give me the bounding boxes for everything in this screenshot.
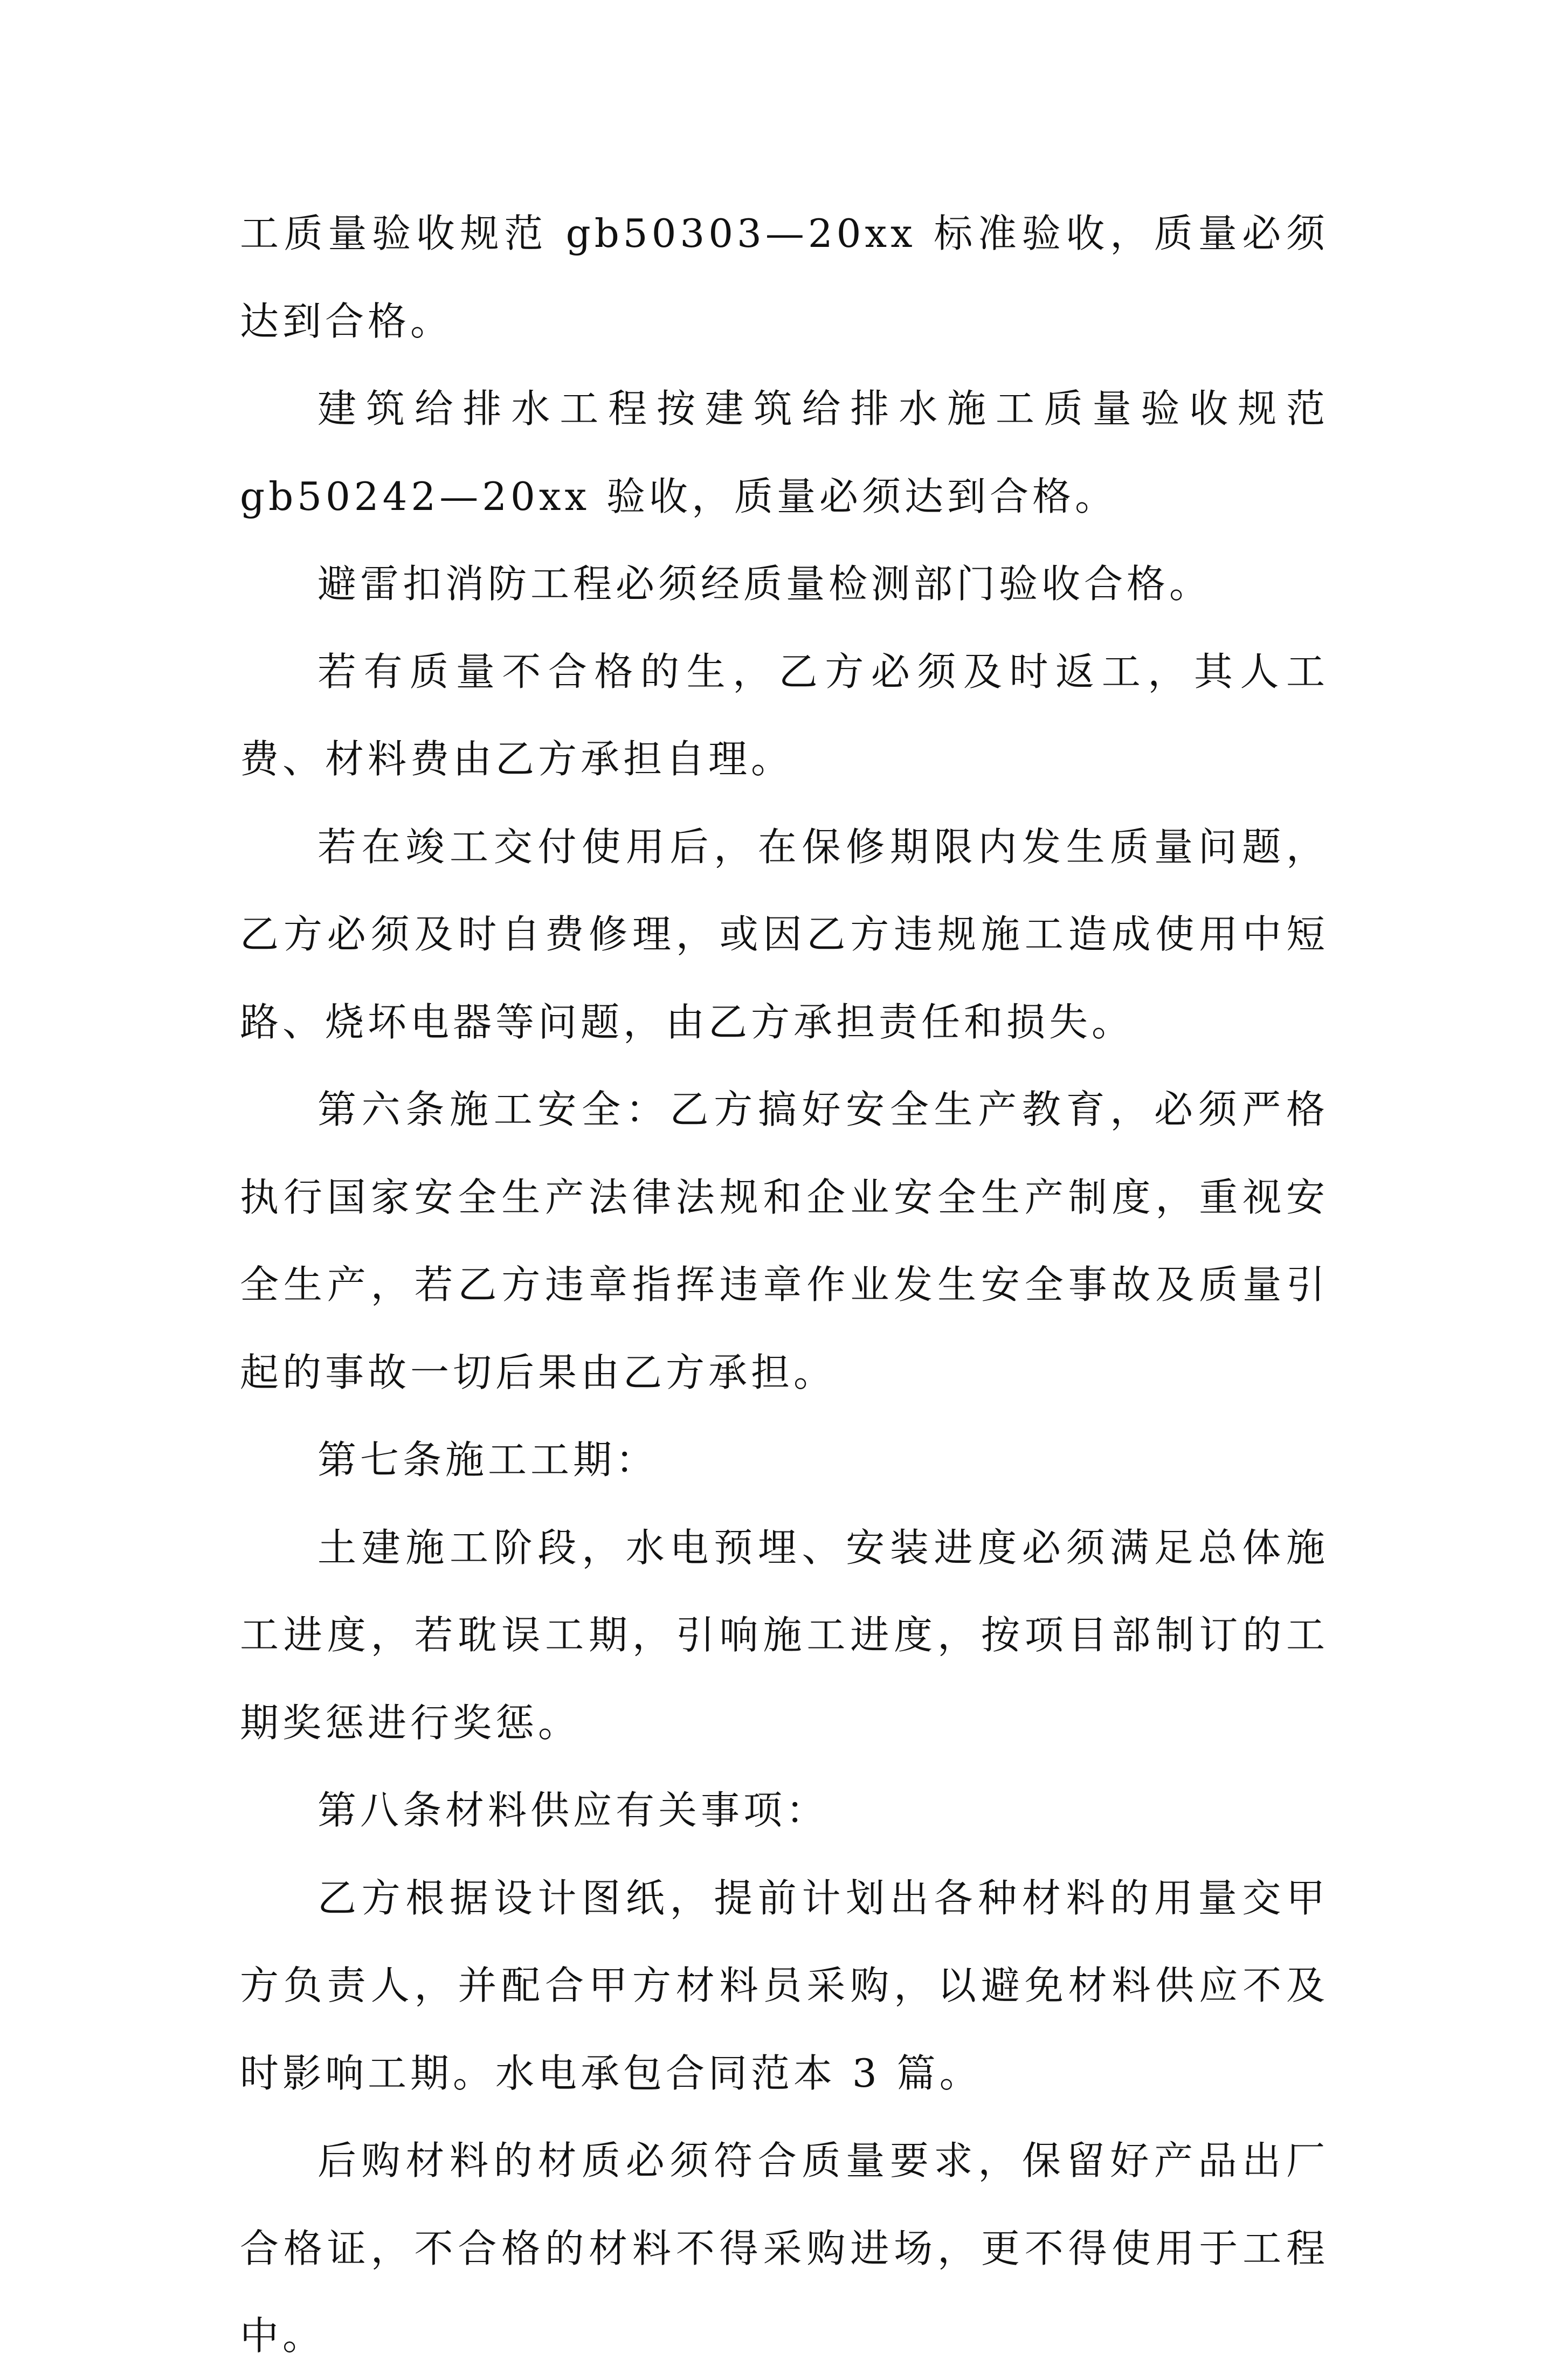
document-body <box>240 190 1329 2380</box>
paragraph-construction-schedule: 土建施工阶段，水电预埋、安装进度必须满足总体施工进度，若耽误工期，引响施工进度，按项目部制订的工期奖惩进行奖惩。 <box>240 1524 1329 1746</box>
paragraph-rework: 若有质量不合格的生，乙方必须及时返工，其人工费、材料费由乙方承担自理。 <box>240 649 1329 782</box>
paragraph-plumbing-acceptance: 建筑给排水工程按建筑给排水施工质量验收规范 gb50242—20xx 验收，质量必须达到合格。 <box>240 386 1329 519</box>
paragraph-quality-standard-continued: 工质量验收规范 gb50303—20xx 标准验收，质量必须达到合格。 <box>240 211 1329 344</box>
paragraph-article-8-heading: 第八条材料供应有关事项： <box>317 1788 829 1833</box>
paragraph-lightning-fire-acceptance: 避雷扣消防工程必须经质量检测部门验收合格。 <box>317 561 1212 606</box>
paragraph-article-6-safety: 第六条施工安全：乙方搞好安全生产教育，必须严格执行国家安全生产法律法规和企业安全生产制度，重视安全生产，若乙方违章指挥违章作业发生安全事故及质量引起的事故一切后果由乙方承担。 <box>240 1087 1329 1395</box>
paragraph-warranty: 若在竣工交付使用后，在保修期限内发生质量问题，乙方必须及时自费修理，或因乙方违规施工造成使用中短路、烧坏电器等问题，由乙方承担责任和损失。 <box>240 824 1329 1045</box>
paragraph-material-quality: 后购材料的材质必须符合质量要求，保留好产品出厂合格证，不合格的材料不得采购进场，更不得使用于工程中。 <box>240 2138 1329 2358</box>
paragraph-article-7-heading: 第七条施工工期： <box>317 1437 659 1482</box>
paragraph-material-planning: 乙方根据设计图纸，提前计划出各种材料的用量交甲方负责人，并配合甲方材料员采购，以避免材料供应不及时影响工期。水电承包合同范本 3 篇。 <box>240 1875 1329 2096</box>
